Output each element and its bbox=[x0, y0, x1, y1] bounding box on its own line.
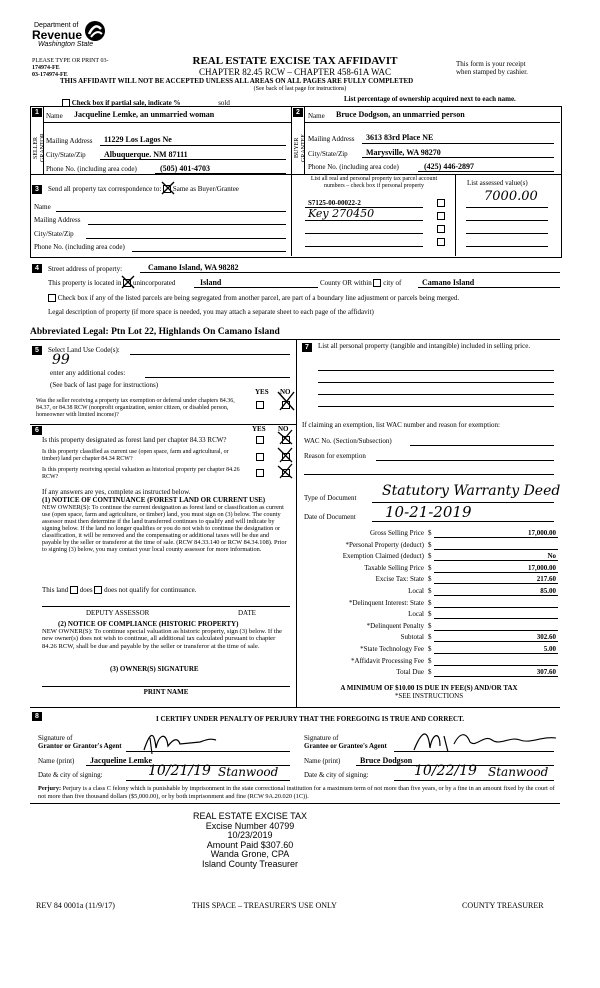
fee-value: 217.60 bbox=[536, 575, 556, 584]
fee-row bbox=[300, 621, 558, 633]
street-value: Camano Island, WA 98282 bbox=[148, 263, 239, 272]
unincorporated-label: unincorporated bbox=[132, 279, 176, 287]
street-label: Street address of property: bbox=[48, 265, 123, 273]
fee-row bbox=[300, 586, 558, 598]
county-row bbox=[320, 279, 401, 287]
no-label-5: NO bbox=[280, 388, 291, 396]
exemption-label: If claiming an exemption, list WAC number and reason for exemption: bbox=[302, 421, 500, 429]
same-as-buyer-label: Same as Buyer/Grantee bbox=[172, 185, 239, 193]
parcel-2: Key 270450 bbox=[308, 207, 375, 220]
seller-city: Albuquerque. NM 87111 bbox=[104, 150, 188, 159]
section-number-8: 8 bbox=[32, 712, 42, 721]
fee-value: 307.60 bbox=[536, 668, 556, 677]
wac-label: WAC No. (Section/Subsection) bbox=[304, 437, 392, 445]
grantor-name: Jacqueline Lemke bbox=[90, 756, 152, 765]
fee-currency: $ bbox=[428, 552, 432, 561]
buyer-address: 3613 83rd Place NE bbox=[366, 133, 434, 142]
stamp-line-2: Excise Number 40799 bbox=[205, 820, 295, 831]
fee-row bbox=[300, 667, 558, 679]
stamp-line-4: Amount Paid $307.60 bbox=[206, 839, 294, 850]
exemption-yes-checkbox[interactable] bbox=[256, 401, 264, 409]
fee-currency: $ bbox=[428, 610, 432, 619]
county-label: County OR within bbox=[320, 279, 372, 287]
seller-phone-label: Phone No. (including area code) bbox=[46, 165, 137, 173]
print-name-label: PRINT NAME bbox=[143, 688, 189, 696]
historic-question: Is this property receiving special valuation as historical property per chapter 84.26 RCW? bbox=[42, 467, 240, 480]
fee-currency: $ bbox=[428, 586, 432, 595]
please-type: PLEASE TYPE OR PRINT 03- bbox=[32, 58, 109, 64]
yes-label-5: YES bbox=[255, 388, 269, 396]
notice-2-body: NEW OWNER(S): To continue special valuation as historic property, sign (3) below. If the new owner(s) does not wish to continue, all additional tax calculated pursuant to chapter 84.26 RCW, shall be due and payable by the seller or transferor at the time of sale. bbox=[42, 628, 282, 650]
checked-x-icon bbox=[276, 390, 296, 412]
perjury-label: Perjury: bbox=[38, 785, 62, 792]
fee-row bbox=[300, 609, 558, 621]
notice-2-title: (2) NOTICE OF COMPLIANCE (HISTORIC PROPERTY) bbox=[58, 620, 239, 628]
grantee-sig-of: Signature of bbox=[304, 734, 339, 742]
fee-value: 17,000.00 bbox=[528, 563, 556, 572]
section-number-3: 3 bbox=[32, 185, 42, 194]
seller-city-label: City/State/Zip bbox=[46, 151, 86, 159]
fee-row bbox=[300, 574, 558, 586]
seller-name-label: Name bbox=[46, 112, 63, 120]
partial-sale-label: Check box if partial sale, indicate % bbox=[71, 99, 181, 107]
checked-x-icon bbox=[161, 181, 175, 195]
certify-text: I CERTIFY UNDER PENALTY OF PERJURY THAT THE FOREGOING IS TRUE AND CORRECT. bbox=[155, 715, 464, 723]
grantee-name: Bruce Dodgson bbox=[360, 756, 413, 765]
grantor-sig-of: Signature of bbox=[38, 734, 73, 742]
treasurer-use-only: THIS SPACE – TREASURER'S USE ONLY bbox=[192, 901, 337, 910]
see-back: (See back of last page for instructions) bbox=[253, 86, 347, 92]
owner-signature-label: (3) OWNER(S) SIGNATURE bbox=[110, 665, 199, 673]
fee-row bbox=[300, 540, 558, 552]
seller-side-2: GRANTOR bbox=[40, 133, 46, 163]
grantor-agent-label: Grantor or Grantor's Agent bbox=[38, 742, 122, 750]
buyer-city-label: City/State/Zip bbox=[308, 150, 348, 158]
logo-line-2: Revenue bbox=[32, 28, 83, 42]
receipt-note-1: This form is your receipt bbox=[456, 60, 526, 68]
historic-yes-checkbox[interactable] bbox=[256, 469, 264, 477]
fee-row bbox=[300, 656, 558, 668]
parcel-4-checkbox[interactable] bbox=[437, 238, 445, 246]
logo-line-3: Washington State bbox=[38, 41, 94, 48]
fee-currency: $ bbox=[428, 575, 432, 584]
see-instructions: *SEE INSTRUCTIONS bbox=[394, 692, 464, 700]
fee-label: *Delinquent Interest: State bbox=[348, 598, 424, 607]
fee-label: Excise Tax: State bbox=[375, 575, 424, 584]
fee-label: Total Due bbox=[396, 668, 424, 677]
corr-phone-label: Phone No. (including area code) bbox=[34, 243, 125, 251]
receipt-note-2: when stamped by cashier. bbox=[456, 68, 528, 76]
land-use-code: 99 bbox=[52, 352, 70, 368]
fee-currency: $ bbox=[428, 656, 432, 665]
city-of-checkbox[interactable] bbox=[373, 279, 381, 287]
fee-label: Local bbox=[408, 610, 424, 619]
fee-row bbox=[300, 563, 558, 575]
no-label-6: NO bbox=[278, 425, 289, 433]
correspondence-label: Send all property tax correspondence to: bbox=[48, 185, 162, 193]
fee-label: *State Technology Fee bbox=[360, 644, 424, 653]
doc-type-label: Type of Document bbox=[304, 494, 357, 502]
fee-currency: $ bbox=[428, 621, 432, 630]
section-number-4: 4 bbox=[32, 264, 42, 273]
date-label: DATE bbox=[238, 609, 256, 617]
see-back-5: (See back of last page for instructions) bbox=[50, 381, 159, 389]
fee-label: *Affidavit Processing Fee bbox=[351, 656, 424, 665]
logo-mark-icon bbox=[84, 20, 106, 42]
parcel-3-checkbox[interactable] bbox=[437, 225, 445, 233]
forest-question: Is this property designated as forest land per chapter 84.33 RCW? bbox=[42, 436, 227, 444]
fee-currency: $ bbox=[428, 529, 432, 537]
parcel-2-checkbox[interactable] bbox=[437, 212, 445, 220]
located-value: Island bbox=[200, 278, 222, 287]
buyer-side-1: BUYER bbox=[294, 137, 300, 159]
parcel-1-value: 7000.00 bbox=[484, 189, 538, 204]
segregated-checkbox[interactable] bbox=[48, 294, 56, 302]
does-not-checkbox[interactable] bbox=[94, 586, 102, 594]
fee-label: *Personal Property (deduct) bbox=[345, 540, 424, 549]
located-label: This property is located in bbox=[48, 279, 122, 287]
section-number-5: 5 bbox=[32, 346, 42, 355]
fee-currency: $ bbox=[428, 668, 432, 677]
doc-date-label: Date of Document bbox=[304, 513, 356, 521]
reason-label: Reason for exemption bbox=[304, 452, 366, 460]
parcel-1: S7125-00-00022-2 bbox=[308, 199, 361, 207]
located-row bbox=[48, 279, 175, 287]
does-label: does bbox=[79, 586, 93, 594]
stamp-line-3: 10/23/2019 bbox=[227, 830, 273, 840]
fee-value: No bbox=[547, 552, 556, 561]
fee-value: 17,000.00 bbox=[528, 529, 556, 537]
fee-label: Local bbox=[408, 586, 424, 595]
section-number-7: 7 bbox=[302, 343, 312, 352]
buyer-name-label: Name bbox=[308, 112, 325, 120]
buyer-side-2: GRANTEE bbox=[301, 134, 307, 162]
fee-row bbox=[300, 644, 558, 656]
grantor-name-label: Name (print) bbox=[38, 757, 75, 765]
section-number-6: 6 bbox=[32, 426, 42, 435]
fee-currency: $ bbox=[428, 598, 432, 607]
grantee-agent-label: Grantee or Grantee's Agent bbox=[304, 742, 387, 750]
checked-x-icon bbox=[121, 275, 135, 289]
warning-text: THIS AFFIDAVIT WILL NOT BE ACCEPTED UNLESS ALL AREAS ON ALL PAGES ARE FULLY COMPLETED bbox=[60, 77, 414, 85]
grantee-date-label: Date & city of signing: bbox=[304, 771, 369, 779]
legal-label: Legal description of property (if more space is needed, you may attach a separate sheet to each page of the affidavit) bbox=[48, 308, 374, 316]
stamp-line-5: Wanda Grone, CPA bbox=[210, 849, 290, 859]
fee-currency: $ bbox=[428, 540, 432, 549]
fee-row bbox=[300, 598, 558, 610]
fee-label: *Delinquent Penalty bbox=[366, 621, 424, 630]
corr-address-label: Mailing Address bbox=[34, 216, 81, 224]
does-not-label: does not qualify for continuance. bbox=[104, 586, 197, 594]
perjury-row bbox=[38, 785, 558, 801]
perjury-text: Perjury is a class C felony which is punishable by imprisonment in the state correctional institution for a maximum term of not more than five years, or by a fine in an amount fixed by the court of not more than five thousand dollars ($5,000.00), or by both imprisonment and fine (RCW 9A.20.020 (1C)). bbox=[38, 785, 555, 800]
assessed-label: List assessed value(s) bbox=[467, 179, 528, 187]
county-treasurer: COUNTY TREASURER bbox=[462, 901, 544, 910]
treasurer-stamp bbox=[170, 812, 330, 869]
buyer-address-label: Mailing Address bbox=[308, 135, 355, 143]
buyer-name: Bruce Dodgson, an unmarried person bbox=[336, 110, 465, 119]
segregated-label: Check box if any of the listed parcels are being segregated from another parcel, are part of a boundary line adjustment or parcels being merged. bbox=[57, 294, 460, 302]
grantee-date: 10/22/19 bbox=[414, 763, 477, 779]
personal-property-label: List all personal property (tangible and intangible) included in selling price. bbox=[318, 342, 531, 350]
land-use-label: Select Land Use Code(s): bbox=[48, 346, 120, 354]
seller-address: 11229 Los Lagos Ne bbox=[104, 135, 172, 144]
buyer-phone-label: Phone No. (including area code) bbox=[308, 163, 399, 171]
parcel-header-1: List all real and personal property tax parcel account bbox=[310, 176, 438, 182]
fee-row bbox=[300, 632, 558, 644]
seller-side-1: SELLER bbox=[33, 137, 39, 159]
corr-city-label: City/State/Zip bbox=[34, 230, 74, 238]
forest-yes-checkbox[interactable] bbox=[256, 436, 264, 444]
fee-value: 85.00 bbox=[540, 586, 556, 595]
logo-line-1: Department of bbox=[34, 22, 79, 29]
fee-value: 302.60 bbox=[536, 633, 556, 642]
ref-2: 03-174974-FE bbox=[32, 72, 68, 78]
abbreviated-legal: Abbreviated Legal: Ptn Lot 22, Highlands On Camano Island bbox=[30, 327, 280, 337]
fee-currency: $ bbox=[428, 633, 432, 642]
seller-name: Jacqueline Lemke, an unmarried woman bbox=[74, 110, 215, 119]
seller-address-label: Mailing Address bbox=[46, 137, 93, 145]
checked-x-icon bbox=[275, 428, 295, 480]
does-checkbox[interactable] bbox=[70, 586, 78, 594]
same-as-buyer-checkbox[interactable] bbox=[163, 185, 171, 193]
if-yes-note: If any answers are yes, complete as instructed below. bbox=[42, 488, 191, 496]
fee-label: Subtotal bbox=[400, 633, 424, 642]
buyer-phone: (425) 446-2897 bbox=[424, 162, 474, 171]
section-number-2: 2 bbox=[293, 108, 303, 117]
fee-table bbox=[300, 528, 558, 679]
yes-label-6: YES bbox=[252, 425, 266, 433]
fee-label: Gross Selling Price bbox=[369, 529, 424, 537]
notice-1-body: NEW OWNER(S): To continue the current designation as forest land or classification as current use (open space, farm and agriculture, or timber) land, you must sign on (3) below. The county assessor must then determine if the land transferred continues to qualify and will indicate by signing below. If the land no longer qualifies or you do not wish to continue the designation or classification, it will be removed and the compensating or additional taxes will be due and payable by the seller or transferor at the time of sale. (RCW 84.33.140 or RCW 84.34.108). Prior to signing (3) below, you may contact your local county assessor for more information. bbox=[42, 504, 287, 553]
grantee-name-label: Name (print) bbox=[304, 757, 341, 765]
additional-codes-label: enter any additional codes: bbox=[50, 369, 126, 377]
correspondence-row bbox=[48, 185, 239, 193]
parcel-1-checkbox[interactable] bbox=[437, 199, 445, 207]
seller-phone: (505) 401-4703 bbox=[160, 164, 210, 173]
exemption-question: Was the seller receiving a property tax exemption or deferral under chapters 84.36, 84.37, or 84.38 RCW (nonprofit organization, senior citizen, or disabled person, homeowner with limited income)? bbox=[36, 398, 235, 418]
doc-type-value: Statutory Warranty Deed bbox=[382, 483, 561, 499]
ref-1: 174974-FE bbox=[32, 65, 60, 71]
stamp-line-6: Island County Treasurer bbox=[201, 858, 299, 869]
fee-value: 5.00 bbox=[543, 644, 556, 653]
fee-label: Taxable Selling Price bbox=[364, 563, 424, 572]
seller-side-label bbox=[33, 124, 47, 172]
city-of-label: city of bbox=[383, 279, 402, 287]
parcel-header-2: numbers – check box if personal property bbox=[324, 183, 424, 189]
form-number: REV 84 0001a (11/9/17) bbox=[36, 901, 115, 910]
fee-currency: $ bbox=[428, 563, 432, 572]
current-use-yes-checkbox[interactable] bbox=[256, 453, 264, 461]
fee-row bbox=[300, 528, 558, 540]
buyer-city: Marysville, WA 98270 bbox=[366, 148, 441, 157]
grantor-date: 10/21/19 bbox=[148, 763, 211, 779]
segregated-row bbox=[48, 294, 560, 302]
section-number-1: 1 bbox=[32, 108, 42, 117]
minimum-note: A MINIMUM OF $10.00 IS DUE IN FEE(S) AND/OR TAX bbox=[340, 684, 518, 692]
ownership-note: List percentage of ownership acquired next to each name. bbox=[344, 95, 516, 103]
fee-label: Exemption Claimed (deduct) bbox=[342, 552, 424, 561]
corr-name-label: Name bbox=[34, 203, 51, 211]
grantee-city: Stanwood bbox=[488, 765, 549, 779]
page-subtitle: CHAPTER 82.45 RCW – CHAPTER 458-61A WAC bbox=[199, 67, 391, 77]
grantor-date-label: Date & city of signing: bbox=[38, 771, 103, 779]
notice-1-title: (1) NOTICE OF CONTINUANCE (FOREST LAND OR CURRENT USE) bbox=[42, 496, 266, 504]
city-value: Camano Island bbox=[422, 278, 475, 287]
this-land-label: This land bbox=[42, 586, 69, 594]
stamp-line-1: REAL ESTATE EXCISE TAX bbox=[192, 811, 308, 821]
fee-currency: $ bbox=[428, 644, 432, 653]
deputy-assessor-label: DEPUTY ASSESSOR bbox=[86, 609, 150, 617]
sold-label: sold bbox=[218, 99, 230, 107]
unincorporated-checkbox[interactable] bbox=[123, 279, 131, 287]
current-use-question: Is this property classified as current use (open space, farm and agricultural, or timber) land per chapter 84.34 RCW? bbox=[42, 449, 229, 462]
continuance-row bbox=[42, 586, 196, 594]
dept-logo bbox=[32, 22, 122, 58]
buyer-side-label bbox=[294, 124, 308, 172]
page-title: REAL ESTATE EXCISE TAX AFFIDAVIT bbox=[192, 55, 398, 67]
doc-date-value: 10-21-2019 bbox=[385, 503, 472, 521]
grantor-city: Stanwood bbox=[218, 765, 279, 779]
fee-row bbox=[300, 551, 558, 563]
